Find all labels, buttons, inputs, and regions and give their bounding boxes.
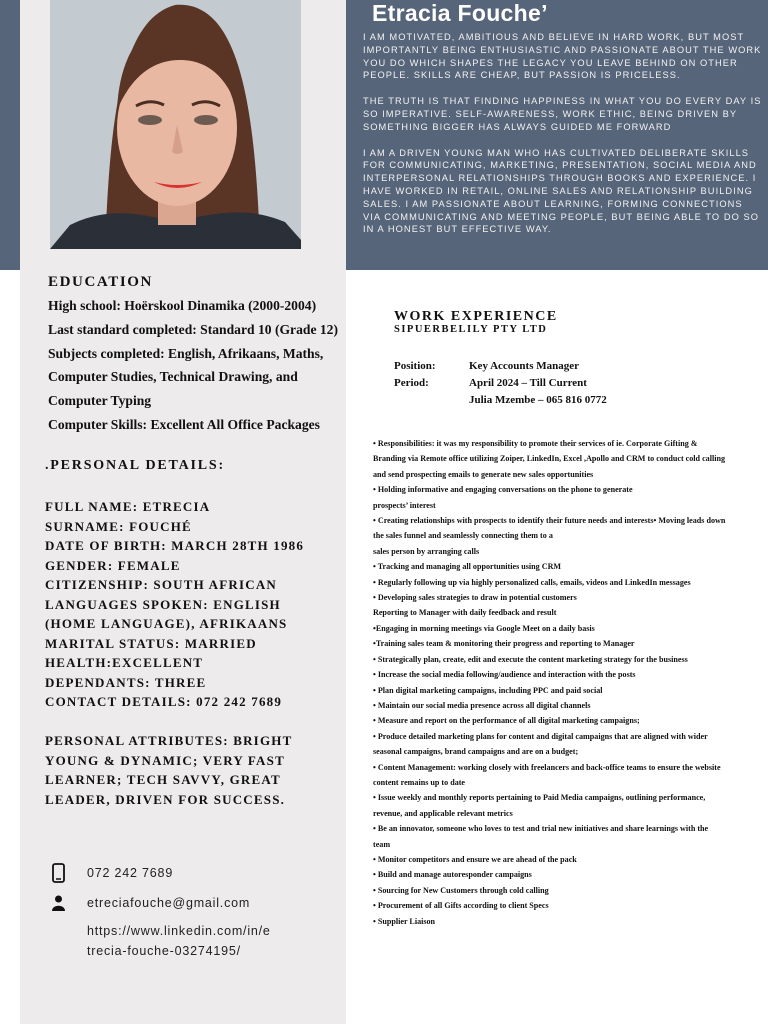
personal-detail: LANGUAGES SPOKEN: ENGLISH bbox=[45, 596, 281, 612]
personal-detail: DATE OF BIRTH: MARCH 28TH 1986 bbox=[45, 538, 305, 553]
email-link[interactable]: etreciafouche@gmail.com bbox=[87, 896, 251, 910]
responsibility-line: • Creating relationships with prospects to identify their future needs and interests• Moving leads down bbox=[373, 516, 726, 526]
responsibility-line: • Supplier Liaison bbox=[373, 916, 436, 926]
attribute-line: LEARNER; TECH SAVVY, GREAT bbox=[45, 772, 281, 787]
responsibility-line: • Maintain our social media presence across all digital channels bbox=[373, 700, 591, 710]
candidate-name: Etracia Fouche’ bbox=[372, 0, 548, 26]
personal-detail: SURNAME: FOUCHÉ bbox=[45, 518, 192, 534]
responsibility-line: and send prospecting emails to generate new sales opportunities bbox=[373, 469, 594, 479]
responsibility-line: • Monitor competitors and ensure we are ahead of the pack bbox=[373, 854, 577, 864]
responsibility-line: •Engaging in morning meetings via Google Meet on a daily basis bbox=[373, 623, 595, 633]
responsibility-line: • Issue weekly and monthly reports pertaining to Paid Media campaigns, outlining performance, bbox=[373, 793, 706, 803]
responsibility-line: • Procurement of all Gifts according to client Specs bbox=[373, 901, 549, 911]
responsibility-line: seasonal campaigns, brand campaigns and are on a budget; bbox=[373, 747, 579, 757]
education-item: Computer Studies, Technical Drawing, and bbox=[48, 369, 298, 385]
responsibility-line: content remains up to date bbox=[373, 777, 466, 787]
responsibility-line: • Produce detailed marketing plans for content and digital campaigns that are aligned with wider bbox=[373, 731, 708, 741]
personal-detail: CITIZENSHIP: SOUTH AFRICAN bbox=[45, 577, 278, 592]
personal-attributes bbox=[45, 731, 343, 809]
personal-detail: MARITAL STATUS: MARRIED bbox=[45, 635, 257, 651]
education-item: Computer Typing bbox=[48, 393, 152, 409]
responsibility-line: • Measure and report on the performance of all digital marketing campaigns; bbox=[373, 716, 640, 726]
person-icon bbox=[50, 893, 66, 913]
education-list bbox=[48, 294, 343, 437]
reference-row bbox=[394, 392, 607, 409]
linkedin-link[interactable] bbox=[87, 921, 271, 961]
responsibility-line: prospects’ interest bbox=[373, 500, 436, 510]
personal-detail: FULL NAME: ETRECIA bbox=[45, 499, 211, 514]
period-label: Period: bbox=[394, 377, 429, 389]
responsibility-line: • Plan digital marketing campaigns, including PPC and paid social bbox=[373, 685, 603, 695]
responsibility-line: revenue, and applicable relevant metrics bbox=[373, 808, 513, 818]
intro-paragraph: I AM A DRIVEN YOUNG MAN WHO HAS CULTIVATED DELIBERATE SKILLS FOR COMMUNICATING, MARKETING, PRESENTATION, SOCIAL MEDIA AND INTERPERSONAL RELATIONSHIPS THROUGH BOOKS AND EXPERIENCE. I HAVE WORKED IN RETAIL, ONLINE SALES AND RELATIONSHIP BUILDING SALES. I AM PASSIONATE ABOUT LEARNING, FORMING CONNECTIONS VIA COMMUNICATING AND MEETING PEOPLE, BUT BEING ABLE TO DO SO IN A HONEST BUT EFFECTIVE WAY. bbox=[363, 147, 760, 235]
linkedin-line: trecia-fouche-03274195/ bbox=[87, 944, 241, 958]
personal-detail: CONTACT DETAILS: 072 242 7689 bbox=[45, 694, 283, 709]
responsibility-line: • Holding informative and engaging conversations on the phone to generate bbox=[373, 485, 633, 495]
education-item: Subjects completed: English, Afrikaans, Maths, bbox=[48, 345, 324, 361]
portrait-illustration bbox=[50, 0, 301, 249]
contact-linkedin bbox=[50, 921, 271, 961]
contact-phone bbox=[50, 863, 173, 883]
responsibility-line: • Build and manage autoresponder campaigns bbox=[373, 870, 532, 880]
responsibility-line: • Sourcing for New Customers through cold calling bbox=[373, 885, 549, 895]
intro-paragraph: I AM MOTIVATED, AMBITIOUS AND BELIEVE IN HARD WORK, BUT MOST IMPORTANTLY BEING ENTHUSIASTIC AND PASSIONATE ABOUT THE WORK YOU DO WHICH SHAPES THE LEGACY YOU LEAVE BEHIND ON OTHER PEOPLE. SKILLS ARE CHEAP, BUT PASSION IS PRICELESS. bbox=[363, 32, 762, 81]
company-name: SIPUERBELILY PTY LTD bbox=[394, 324, 548, 335]
responsibility-line: • Tracking and managing all opportunities using CRM bbox=[373, 562, 562, 572]
position-label: Position: bbox=[394, 360, 436, 372]
personal-detail: (HOME LANGUAGE), AFRIKAANS bbox=[45, 616, 288, 631]
profile-photo bbox=[50, 0, 301, 249]
responsibility-line: sales person by arranging calls bbox=[373, 546, 480, 556]
position-row bbox=[394, 358, 607, 375]
responsibility-line: • Increase the social media following/audience and interaction with the posts bbox=[373, 670, 636, 680]
responsibility-line: the sales funnel and seamlessly connecting them to a bbox=[373, 531, 553, 541]
education-item: Computer Skills: Excellent All Office Packages bbox=[48, 416, 320, 432]
responsibility-line: • Content Management: working closely with freelancers and back-office teams to ensure the website bbox=[373, 762, 721, 772]
responsibilities-list bbox=[373, 436, 758, 929]
responsibility-line: Reporting to Manager with daily feedback and result bbox=[373, 608, 557, 618]
education-heading: EDUCATION bbox=[48, 274, 153, 290]
personal-details-heading: .PERSONAL DETAILS: bbox=[45, 458, 225, 473]
attribute-line: PERSONAL ATTRIBUTES: BRIGHT bbox=[45, 733, 293, 748]
responsibility-line: Branding via Remote office utilizing Zoiper, LinkedIn, Excel ,Apollo and CRM to conduct cold calling bbox=[373, 454, 726, 464]
intro-summary bbox=[363, 31, 763, 249]
job-details bbox=[394, 358, 607, 409]
responsibility-line: •Training sales team & monitoring their progress and reporting to Manager bbox=[373, 639, 635, 649]
contact-email bbox=[50, 893, 250, 913]
responsibility-line: • Developing sales strategies to draw in potential customers bbox=[373, 593, 577, 603]
personal-detail: HEALTH:EXCELLENT bbox=[45, 655, 204, 670]
position-value: Key Accounts Manager bbox=[469, 360, 579, 372]
personal-detail: DEPENDANTS: THREE bbox=[45, 674, 207, 690]
responsibility-line: team bbox=[373, 839, 391, 849]
reference-value: Julia Mzembe – 065 816 0772 bbox=[469, 394, 607, 406]
period-value: April 2024 – Till Current bbox=[469, 377, 587, 389]
work-experience-heading: WORK EXPERIENCE bbox=[394, 309, 558, 324]
phone-icon bbox=[50, 863, 66, 883]
phone-number[interactable]: 072 242 7689 bbox=[87, 866, 174, 880]
education-item: Last standard completed: Standard 10 (Grade 12) bbox=[48, 321, 339, 337]
responsibility-line: • Regularly following up via highly personalized calls, emails, videos and LinkedIn messages bbox=[373, 577, 691, 587]
intro-paragraph: THE TRUTH IS THAT FINDING HAPPINESS IN WHAT YOU DO EVERY DAY IS SO IMPERATIVE. SELF-AWARENESS, WORK ETHIC, BEING DRIVEN BY SOMETHING BIGGER HAS ALWAYS GUIDED ME FORWARD bbox=[363, 96, 762, 132]
responsibility-line: • Be an innovator, someone who loves to test and trial new initiatives and share learnings with the bbox=[373, 824, 709, 834]
period-row bbox=[394, 375, 607, 392]
attribute-line: YOUNG & DYNAMIC; VERY FAST bbox=[45, 752, 285, 768]
personal-details-list bbox=[45, 497, 343, 712]
linkedin-line: https://www.linkedin.com/in/e bbox=[87, 924, 271, 938]
header-band-left bbox=[0, 0, 20, 270]
responsibility-line: • Responsibilities: it was my responsibility to promote their services of ie. Corporate Gifting & bbox=[373, 439, 698, 448]
responsibility-line: • Strategically plan, create, edit and execute the content marketing strategy for the business bbox=[373, 654, 688, 664]
attribute-line: LEADER, DRIVEN FOR SUCCESS. bbox=[45, 791, 286, 807]
education-item: High school: Hoërskool Dinamika (2000-2004) bbox=[48, 298, 317, 313]
personal-detail: GENDER: FEMALE bbox=[45, 557, 181, 573]
